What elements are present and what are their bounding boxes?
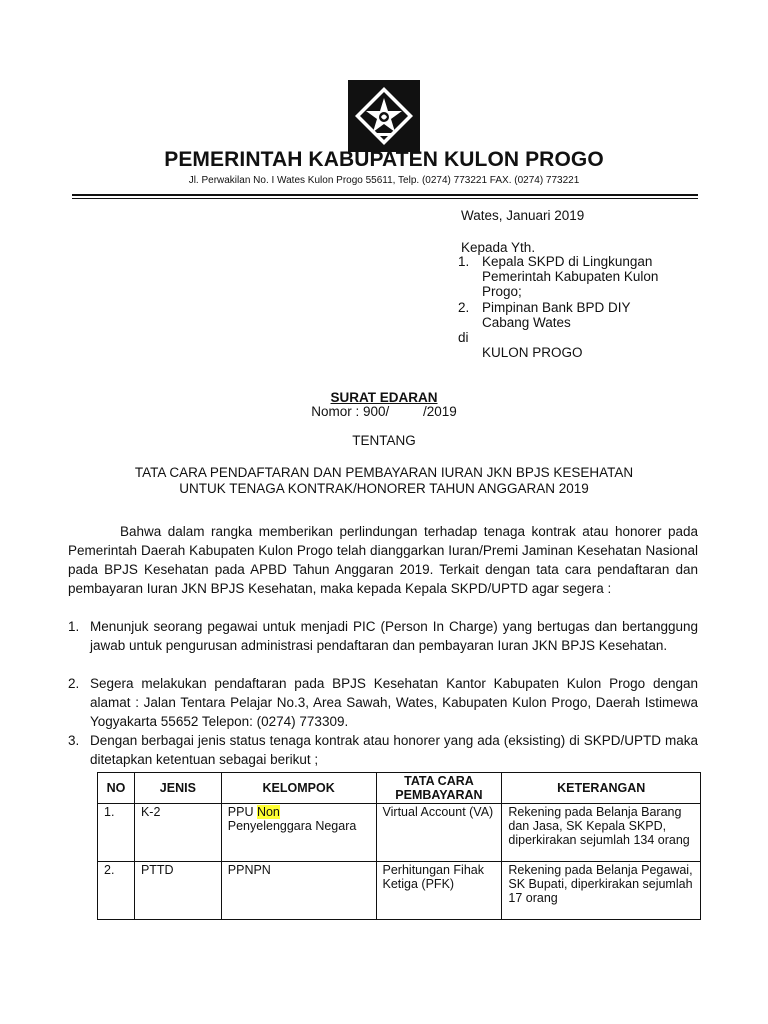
table-row <box>98 862 701 920</box>
cell-no: 2. <box>98 862 135 920</box>
table-header-row <box>98 773 701 804</box>
list-text: Segera melakukan pendaftaran pada BPJS Kesehatan Kantor Kabupaten Kulon Progo dengan alamat : Jalan Tentara Pelajar No.3, Area Sawah, Wates, Kabupaten Kulon Progo, Daerah Istimewa Yogyakarta 55652 Telepon: (0274) 773309. <box>90 676 698 729</box>
highlighted-text: Non <box>256 805 280 819</box>
recipient-number-2: 2. <box>458 300 470 315</box>
recipient-number-1: 1. <box>458 254 470 269</box>
list-number: 1. <box>68 619 80 634</box>
date-line: Wates, Januari 2019 <box>461 208 585 223</box>
header-tata-cara: TATA CARA PEMBAYARAN <box>376 773 502 804</box>
list-text: Dengan berbagai jenis status tenaga kontrak atau honorer yang ada (eksisting) di SKPD/UPTD maka ditetapkan ketentuan sebagai berikut ; <box>90 733 698 767</box>
government-title: PEMERINTAH KABUPATEN KULON PROGO <box>164 148 604 171</box>
cell-keterangan: Rekening pada Belanja Barang dan Jasa, SK Kepala SKPD, diperkirakan sejumlah 134 orang <box>502 804 701 862</box>
letter-number: Nomor : 900/ /2019 <box>311 404 457 419</box>
letterhead-divider-thick <box>72 194 698 196</box>
list-text: Menunjuk seorang pegawai untuk menjadi PIC (Person In Charge) yang bertugas dan bertanggung jawab untuk pengurusan administrasi pendaftaran dan pembayaran Iuran JKN BPJS Kesehatan. <box>90 619 698 653</box>
letterhead-divider-thin <box>72 198 698 199</box>
list-item <box>68 675 698 732</box>
recipient-line: Progo; <box>482 284 522 299</box>
header-jenis: JENIS <box>134 773 221 804</box>
recipient-line: Cabang Wates <box>482 315 571 330</box>
subject-line: UNTUK TENAGA KONTRAK/HONORER TAHUN ANGGARAN 2019 <box>179 481 589 496</box>
kulon-progo-emblem-icon <box>348 80 420 152</box>
subject-line: TATA CARA PENDAFTARAN DAN PEMBAYARAN IURAN JKN BPJS KESEHATAN <box>134 465 634 480</box>
list-item <box>68 618 698 656</box>
kelompok-text: Penyelenggara Negara <box>227 819 357 833</box>
recipient-intro: Kepada Yth. <box>461 240 536 255</box>
kelompok-text: PPU <box>227 805 257 819</box>
intro-paragraph: Bahwa dalam rangka memberikan perlindungan terhadap tenaga kontrak atau honorer pada Pemerintah Daerah Kabupaten Kulon Progo telah dianggarkan Iuran/Premi Jaminan Kesehatan Nasional pada BPJS Kesehatan pada APBD Tahun Anggaran 2019. Terkait dengan tata cara pendaftaran dan pembayaran Iuran JKN BPJS Kesehatan, maka kepada Kepala SKPD/UPTD agar segera : <box>68 524 698 596</box>
provisions-table <box>97 772 701 920</box>
cell-kelompok <box>221 804 376 862</box>
header-no: NO <box>98 773 135 804</box>
letter-type-text: SURAT EDARAN <box>330 390 438 405</box>
about-label: TENTANG <box>352 433 416 448</box>
recipient-line: Pimpinan Bank BPD DIY <box>482 300 631 315</box>
cell-jenis: PTTD <box>134 862 221 920</box>
government-address: Jl. Perwakilan No. I Wates Kulon Progo 55611, Telp. (0274) 773221 FAX. (0274) 773221 <box>188 175 580 186</box>
list-number: 3. <box>68 733 80 748</box>
cell-jenis: K-2 <box>134 804 221 862</box>
recipient-place: KULON PROGO <box>482 345 583 360</box>
letter-type <box>0 390 768 405</box>
header-kelompok: KELOMPOK <box>221 773 376 804</box>
header-keterangan: KETERANGAN <box>502 773 701 804</box>
recipient-di: di <box>458 330 469 345</box>
cell-keterangan: Rekening pada Belanja Pegawai, SK Bupati, diperkirakan sejumlah 17 orang <box>502 862 701 920</box>
cell-kelompok: PPNPN <box>221 862 376 920</box>
recipient-line: Kepala SKPD di Lingkungan <box>482 254 653 269</box>
cell-tata-cara: Perhitungan Fihak Ketiga (PFK) <box>376 862 502 920</box>
recipient-line: Pemerintah Kabupaten Kulon <box>482 269 659 284</box>
list-item <box>68 732 698 770</box>
cell-tata-cara: Virtual Account (VA) <box>376 804 502 862</box>
table-row <box>98 804 701 862</box>
list-number: 2. <box>68 676 80 691</box>
cell-no: 1. <box>98 804 135 862</box>
